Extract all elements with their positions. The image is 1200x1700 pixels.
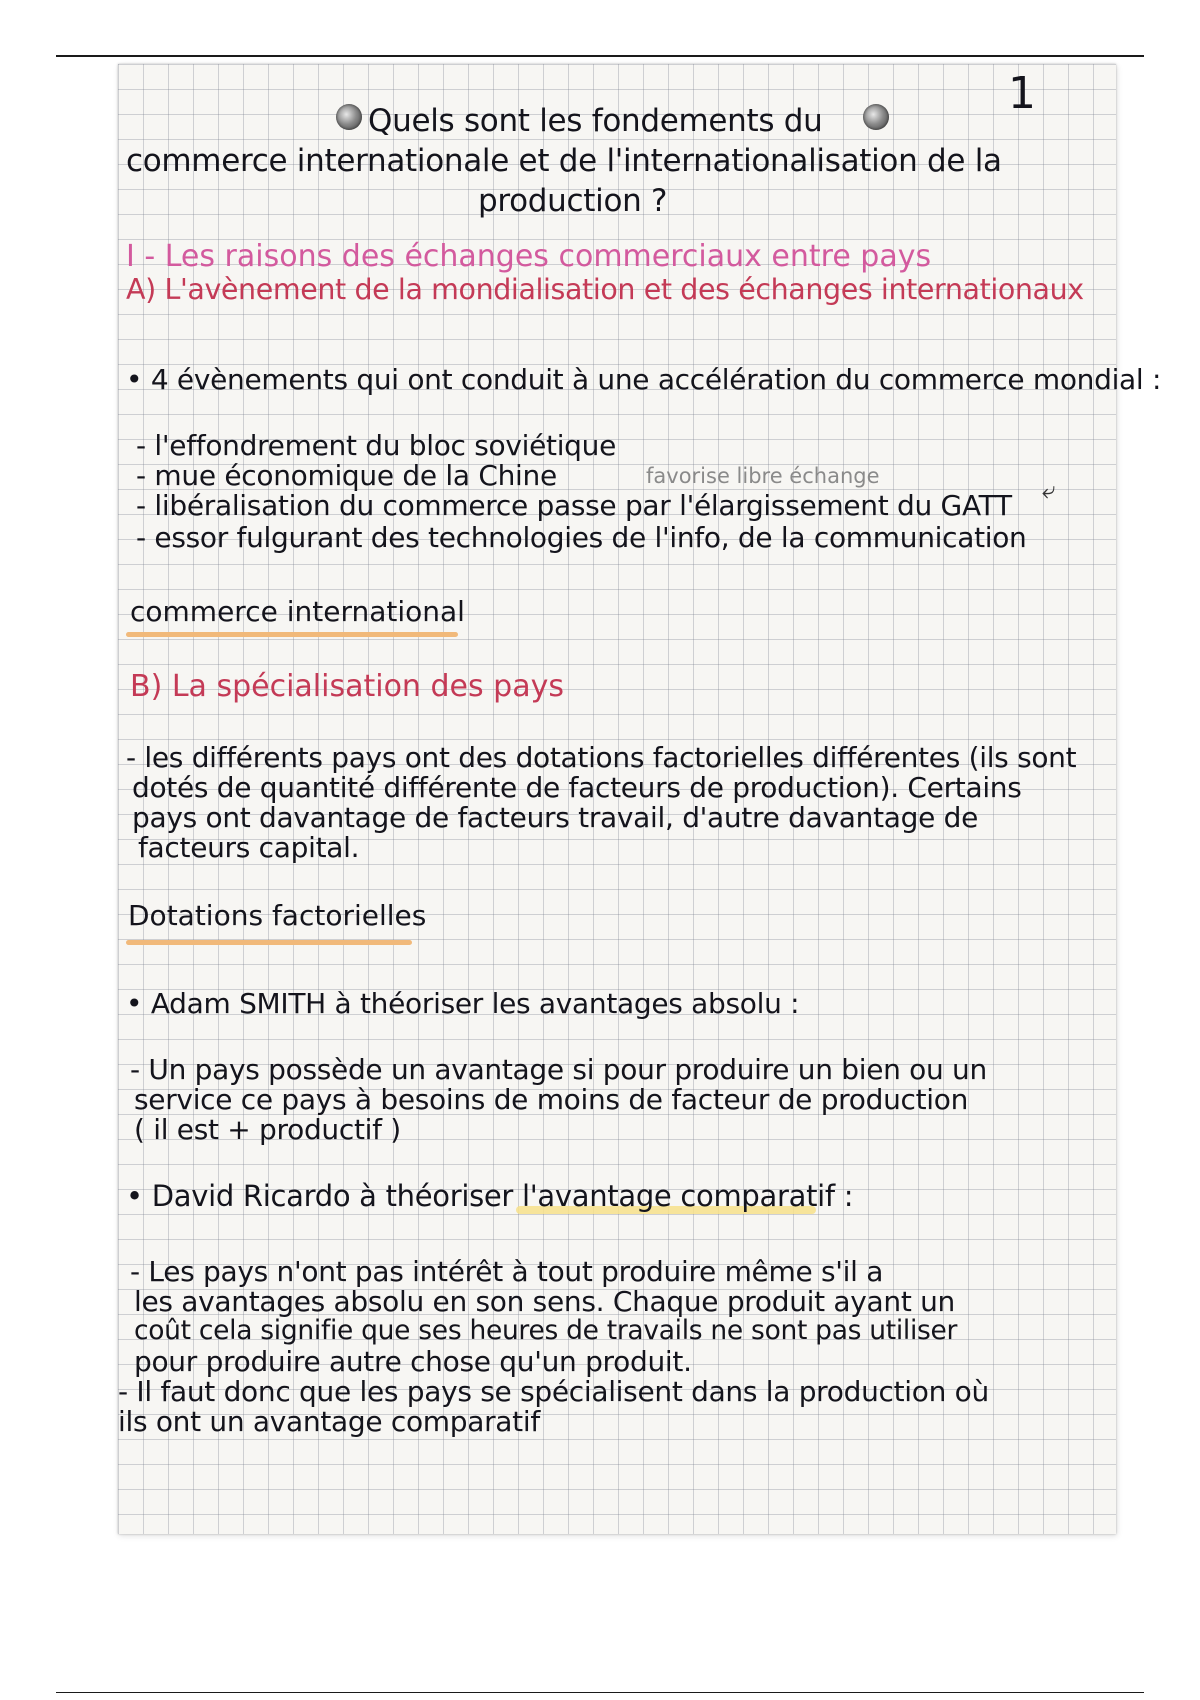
ricardo-line-1: - Les pays n'ont pas intérêt à tout produire même s'il a — [130, 1255, 884, 1288]
event-item-3: - libéralisation du commerce passe par l'élargissement du GATT — [136, 489, 1012, 522]
notebook-page — [118, 64, 1162, 1534]
margin-note: favorise libre échange — [646, 464, 880, 488]
ricardo-line-5: - Il faut donc que les pays se spécialisent dans la production où — [118, 1375, 989, 1408]
event-item-1: - l'effondrement du bloc soviétique — [136, 429, 617, 462]
ricardo-line-2: les avantages absolu en son sens. Chaque produit ayant un — [134, 1285, 956, 1318]
curved-arrow-icon: ⤶ — [1042, 476, 1056, 504]
dotations-line-4: facteurs capital. — [138, 831, 360, 864]
keyword-underline — [126, 940, 412, 945]
ricardo-intro: • David Ricardo à théoriser l'avantage comparatif : — [126, 1179, 854, 1213]
dotations-line-1: - les différents pays ont des dotations factorielles différentes (ils sont — [126, 741, 1077, 774]
keyword-underline — [126, 632, 458, 637]
page-number: 1 — [1008, 68, 1036, 119]
dotations-line-3: pays ont davantage de facteurs travail, d'autre davantage de — [132, 801, 979, 834]
title-line-1: Quels sont les fondements du — [368, 103, 823, 139]
keyword-commerce-international: commerce international — [130, 595, 465, 628]
ricardo-line-3: coût cela signifie que ses heures de travails ne sont pas utiliser — [134, 1315, 958, 1346]
section-a-heading: A) L'avènement de la mondialisation et des échanges internationaux — [126, 273, 1084, 306]
bottom-rule — [56, 1692, 1144, 1693]
top-rule — [56, 55, 1144, 57]
section-a-intro: • 4 évènements qui ont conduit à une accélération du commerce mondial : — [126, 363, 1162, 396]
smith-line-2: service ce pays à besoins de moins de facteur de production — [134, 1083, 969, 1116]
title-line-3: production ? — [478, 183, 668, 219]
title-line-2: commerce internationale et de l'internationalisation de la — [126, 143, 1002, 179]
smith-intro: • Adam SMITH à théoriser les avantages absolu : — [126, 987, 800, 1020]
event-item-2: - mue économique de la Chine — [136, 459, 557, 492]
punch-hole-right — [863, 104, 889, 130]
punch-hole-left — [336, 104, 362, 130]
section-b-heading: B) La spécialisation des pays — [130, 669, 564, 704]
event-item-4: - essor fulgurant des technologies de l'info, de la communication — [136, 521, 1027, 554]
dotations-line-2: dotés de quantité différente de facteurs de production). Certains — [132, 771, 1022, 804]
ricardo-line-4: pour produire autre chose qu'un produit. — [134, 1345, 692, 1378]
part-1-heading: I - Les raisons des échanges commerciaux entre pays — [126, 239, 932, 274]
ricardo-line-6: ils ont un avantage comparatif — [118, 1405, 540, 1438]
smith-line-3: ( il est + productif ) — [134, 1113, 401, 1146]
keyword-dotations-factorielles: Dotations factorielles — [128, 899, 427, 932]
smith-line-1: - Un pays possède un avantage si pour produire un bien ou un — [130, 1053, 987, 1086]
